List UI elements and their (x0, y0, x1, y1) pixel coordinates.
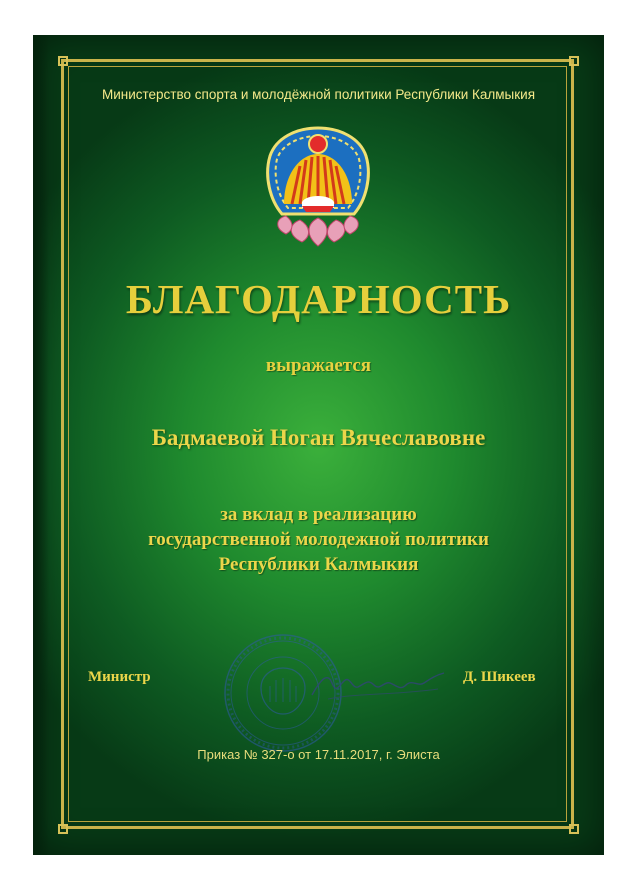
expressed-text: выражается (265, 355, 372, 376)
signatory-title: Министр (88, 669, 151, 685)
frame-corner (58, 56, 68, 66)
recipient-name: Бадмаевой Ноган Вячеславовне (151, 425, 486, 450)
frame-corner (58, 824, 68, 834)
frame-corner (569, 824, 579, 834)
ministry-name: Министерство спорта и молодёжной политики Республики Калмыкия (101, 87, 536, 102)
reason-line: государственной молодежной политики (148, 529, 489, 550)
signatory-name: Д. Шикеев (463, 669, 536, 685)
certificate-sheet (33, 35, 604, 855)
certificate-title: БЛАГОДАРНОСТЬ (125, 276, 512, 322)
frame-corner (569, 56, 579, 66)
reason-line: за вклад в реализацию (220, 504, 417, 525)
coat-of-arms-icon (262, 124, 374, 252)
reason-line: Республики Калмыкия (218, 554, 419, 575)
order-reference: Приказ № 327-о от 17.11.2017, г. Элиста (197, 747, 440, 762)
reason-text (33, 502, 604, 577)
signature-icon (308, 665, 448, 705)
